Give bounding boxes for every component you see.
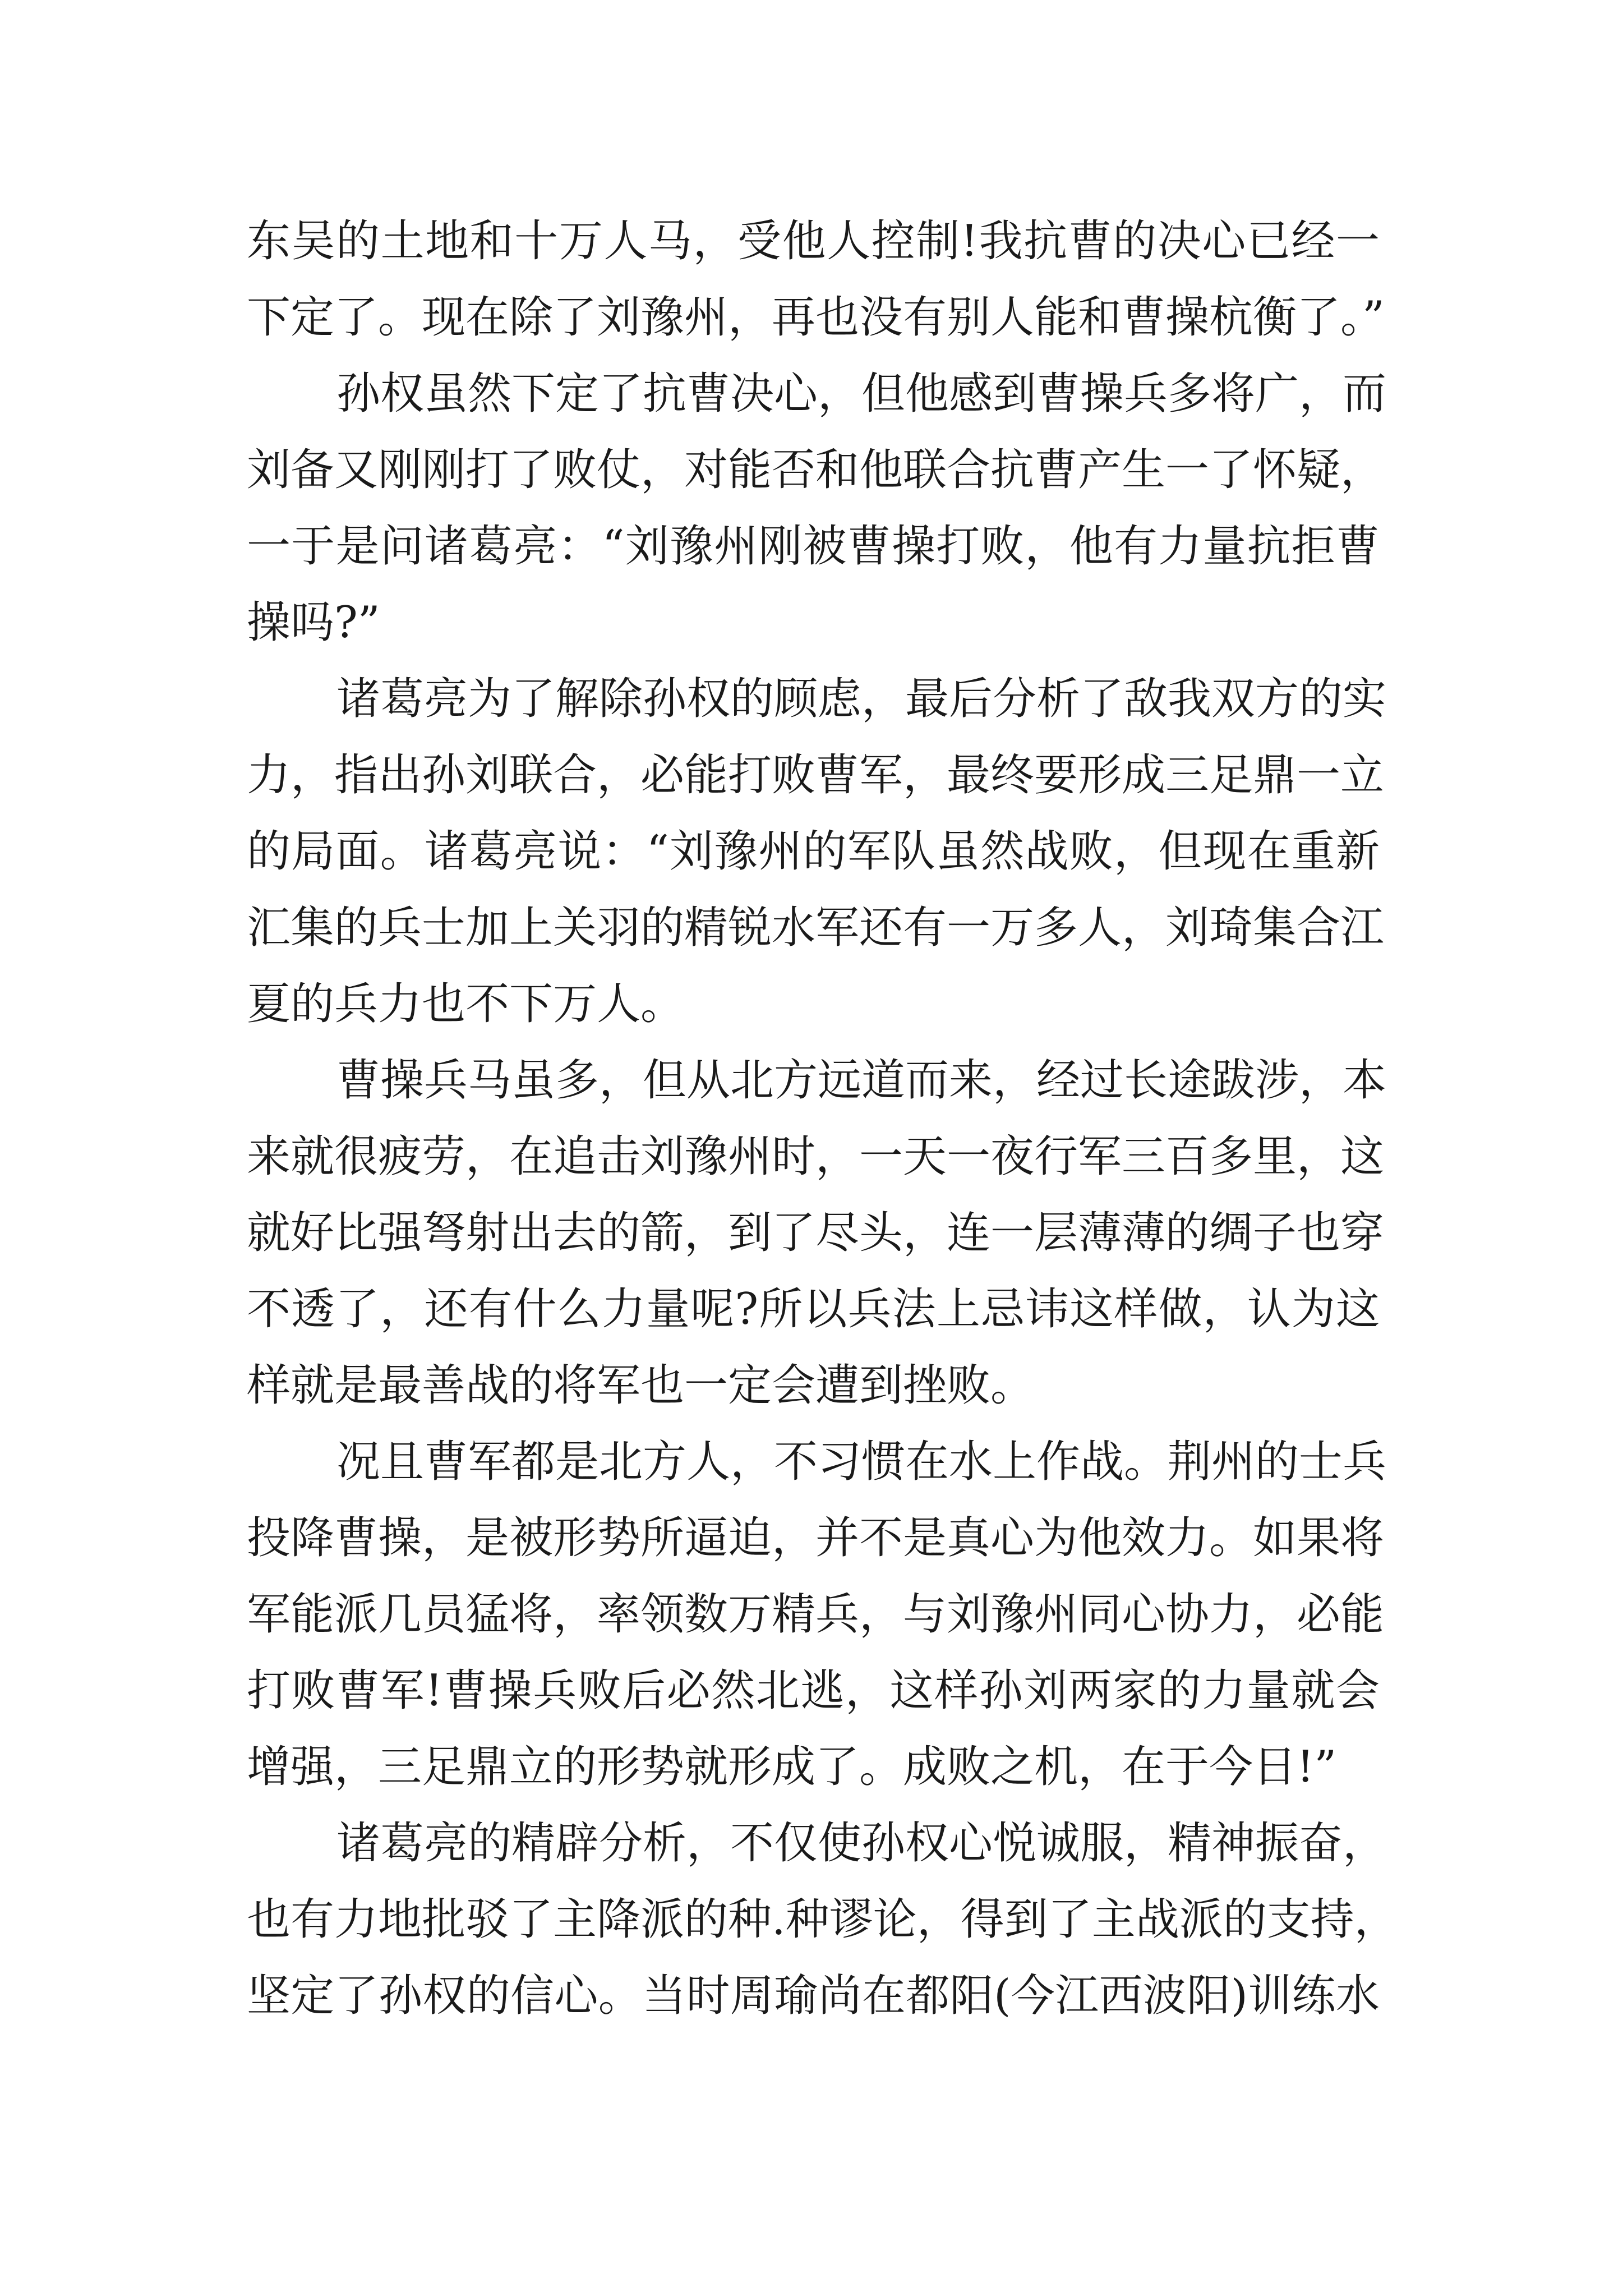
text-line: 就好比强弩射出去的箭，到了尽头，连一层薄薄的绸子也穿 <box>247 1208 1385 1258</box>
text-line: 夏的兵力也不下万人。 <box>247 979 685 1029</box>
text-line: 况且曹军都是北方人，不习惯在水上作战。荆州的士兵 <box>336 1437 1387 1487</box>
text-line: 诸葛亮为了解除孙权的顾虑，最后分析了敌我双方的实 <box>336 674 1387 724</box>
body-text <box>247 203 1398 2034</box>
text-line: 曹操兵马虽多，但从北方远道而来，经过长途跋涉，本 <box>336 1055 1387 1106</box>
text-line: 也有力地批驳了主降派的种.种谬论，得到了主战派的支持， <box>247 1894 1398 1945</box>
text-line: 来就很疲劳，在追击刘豫州时，一天一夜行军三百多里，这 <box>247 1131 1385 1182</box>
text-line: 东吴的土地和十万人马，受他人控制!我抗曹的决心已经一 <box>247 216 1380 266</box>
text-line: 操吗?” <box>247 597 380 648</box>
text-line: 力，指出孙刘联合，必能打败曹军，最终要形成三足鼎一立 <box>247 750 1385 800</box>
text-line: 孙权虽然下定了抗曹决心，但他感到曹操兵多将广，而 <box>336 369 1387 419</box>
text-line: 军能派几员猛将，率领数万精兵，与刘豫州同心协力，必能 <box>247 1589 1385 1640</box>
text-line: 一于是问诸葛亮：“刘豫州刚被曹操打败，他有力量抗拒曹 <box>247 521 1380 572</box>
text-line: 坚定了孙权的信心。当时周瑜尚在都阳(今江西波阳)训练水 <box>247 1971 1380 2021</box>
text-line: 汇集的兵士加上关羽的精锐水军还有一万多人，刘琦集合江 <box>247 903 1385 953</box>
text-line: 刘备又刚刚打了败仗，对能否和他联合抗曹产生一了怀疑， <box>247 445 1385 495</box>
text-line: 增强，三足鼎立的形势就形成了。成败之机，在于今日!” <box>247 1742 1337 1792</box>
text-line: 的局面。诸葛亮说：“刘豫州的军队虽然战败，但现在重新 <box>247 826 1380 877</box>
text-line: 投降曹操，是被形势所逼迫，并不是真心为他效力。如果将 <box>247 1513 1385 1563</box>
text-line: 样就是最善战的将军也一定会遭到挫败。 <box>247 1360 1035 1411</box>
text-line: 下定了。现在除了刘豫州，再也没有别人能和曹操杭衡了。” <box>247 292 1385 343</box>
text-line: 打败曹军!曹操兵败后必然北逃，这样孙刘两家的力量就会 <box>247 1665 1380 1716</box>
text-line: 诸葛亮的精辟分析，不仅使孙权心悦诚服，精神振奋， <box>336 1818 1387 1869</box>
text-line: 不透了，还有什么力量呢?所以兵法上忌讳这样做，认为这 <box>247 1284 1380 1335</box>
